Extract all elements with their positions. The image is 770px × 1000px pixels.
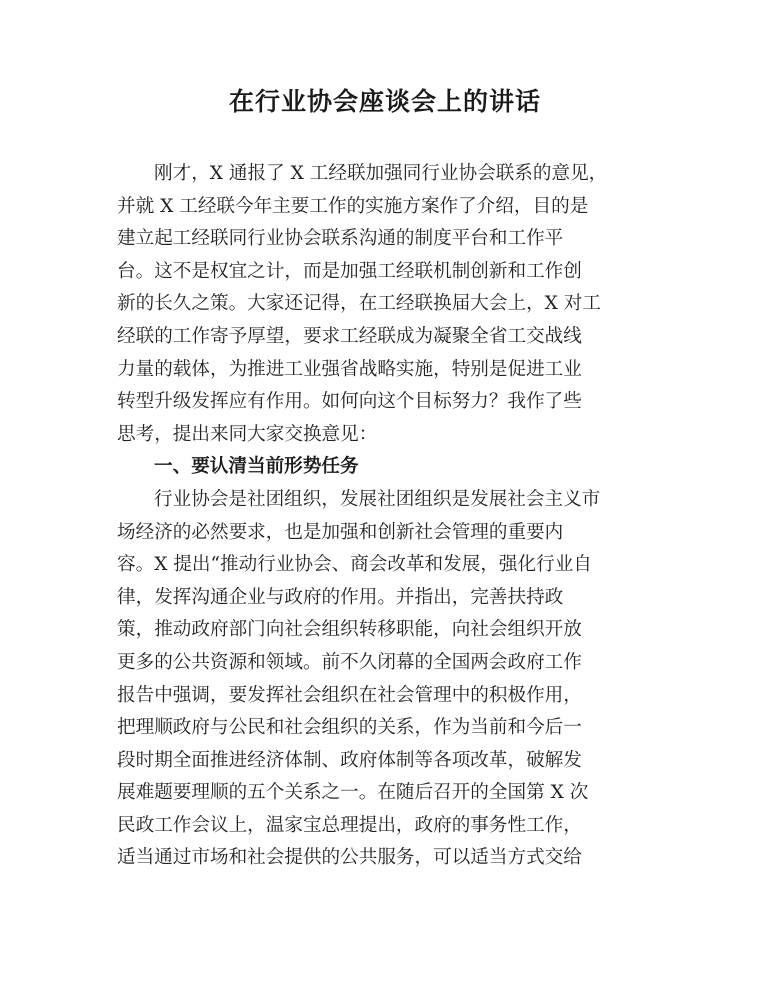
section-heading: 一、要认清当前形势任务 [154, 456, 359, 478]
paragraph-line: 台。这不是权宜之计，而是加强工经联机制创新和工作创 [117, 260, 582, 282]
paragraph-line: 刚才，X 通报了 X 工经联加强同行业协会联系的意见， [154, 163, 608, 184]
paragraph-line: 经联的工作寄予厚望，要求工经联成为凝聚全省工交战线 [117, 325, 582, 347]
paragraph-line: 行业协会是社团组织，发展社团组织是发展社会主义市 [154, 488, 601, 510]
paragraph-line: 报告中强调，要发挥社会组织在社会管理中的积极作用， [117, 684, 582, 706]
paragraph-line: 并就 X 工经联今年主要工作的实施方案作了介绍，目的是 [117, 195, 589, 217]
paragraph-line: 段时期全面推进经济体制、政府体制等各项改革，破解发 [117, 749, 582, 771]
paragraph-line: 律，发挥沟通企业与政府的作用。并指出，完善扶持政 [117, 586, 564, 608]
paragraph-line: 力量的载体，为推进工业强省战略实施，特别是促进工业 [117, 358, 582, 380]
paragraph-line: 转型升级发挥应有作用。如何向这个目标努力？我作了些 [117, 391, 582, 413]
paragraph-line: 策，推动政府部门向社会组织转移职能，向社会组织开放 [117, 619, 582, 641]
paragraph-line: 思考，提出来同大家交换意见： [117, 423, 378, 445]
paragraph-line: 新的长久之策。大家还记得，在工经联换届大会上，X 对工 [117, 293, 601, 315]
paragraph-line: 展难题要理顺的五个关系之一。在随后召开的全国第 X 次 [117, 782, 589, 804]
paragraph-line: 场经济的必然要求，也是加强和创新社会管理的重要内 [117, 521, 564, 543]
document-body [117, 158, 657, 875]
paragraph-line: 更多的公共资源和领域。前不久闭幕的全国两会政府工作 [117, 651, 582, 673]
paragraph-line: 适当通过市场和社会提供的公共服务，可以适当方式交给 [117, 847, 582, 869]
document-title: 在行业协会座谈会上的讲话 [228, 87, 541, 116]
paragraph-line: 容。X 提出“推动行业协会、商会改革和发展，强化行业自 [117, 554, 592, 576]
paragraph-line: 把理顺政府与公民和社会组织的关系，作为当前和今后一 [117, 717, 582, 739]
paragraph-line: 民政工作会议上，温家宝总理提出，政府的事务性工作， [117, 814, 582, 836]
paragraph-line: 建立起工经联同行业协会联系沟通的制度平台和工作平 [117, 228, 564, 250]
